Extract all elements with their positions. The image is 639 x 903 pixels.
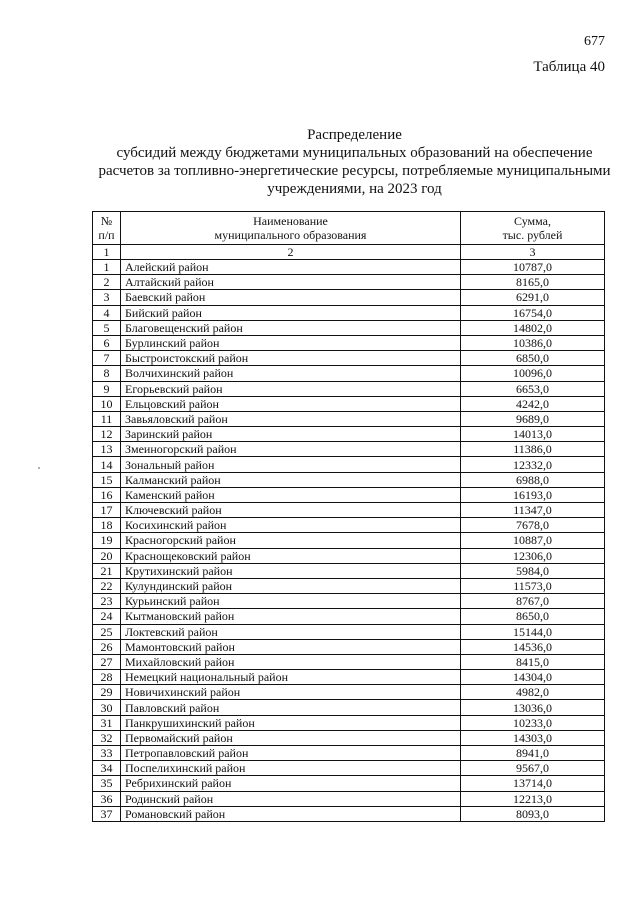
row-sum: 4242,0	[461, 396, 605, 411]
row-name: Ребрихинский район	[121, 776, 461, 791]
row-sum: 10787,0	[461, 260, 605, 275]
row-sum: 15144,0	[461, 624, 605, 639]
row-number: 23	[93, 594, 121, 609]
column-index: 1	[93, 245, 121, 260]
row-number: 1	[93, 260, 121, 275]
table-row	[93, 563, 605, 578]
table-row	[93, 260, 605, 275]
table-row	[93, 578, 605, 593]
row-number: 18	[93, 518, 121, 533]
row-name: Каменский район	[121, 487, 461, 502]
table-row	[93, 472, 605, 487]
table-row	[93, 442, 605, 457]
row-name: Новичихинский район	[121, 685, 461, 700]
header-name-line1: Наименование	[253, 214, 328, 228]
row-name: Поспелихинский район	[121, 761, 461, 776]
row-number: 27	[93, 654, 121, 669]
table-row	[93, 518, 605, 533]
table-row	[93, 670, 605, 685]
row-name: Завьяловский район	[121, 411, 461, 426]
table-row	[93, 503, 605, 518]
table-row	[93, 791, 605, 806]
row-name: Краснощековский район	[121, 548, 461, 563]
row-name: Алейский район	[121, 260, 461, 275]
row-sum: 12213,0	[461, 791, 605, 806]
row-number: 12	[93, 427, 121, 442]
header-sum-line1: Сумма,	[514, 214, 551, 228]
row-sum: 13036,0	[461, 700, 605, 715]
row-sum: 14536,0	[461, 639, 605, 654]
row-number: 29	[93, 685, 121, 700]
row-sum: 6850,0	[461, 351, 605, 366]
row-name: Курьинский район	[121, 594, 461, 609]
row-sum: 6988,0	[461, 472, 605, 487]
table-row	[93, 366, 605, 381]
row-number: 4	[93, 305, 121, 320]
row-sum: 10233,0	[461, 715, 605, 730]
row-sum: 16193,0	[461, 487, 605, 502]
row-sum: 14304,0	[461, 670, 605, 685]
row-number: 31	[93, 715, 121, 730]
row-sum: 10887,0	[461, 533, 605, 548]
row-sum: 6653,0	[461, 381, 605, 396]
scan-speck	[38, 467, 40, 469]
table-row	[93, 548, 605, 563]
row-name: Родинский район	[121, 791, 461, 806]
row-name: Панкрушихинский район	[121, 715, 461, 730]
row-sum: 10096,0	[461, 366, 605, 381]
row-number: 15	[93, 472, 121, 487]
title-line-1: Распределение	[307, 127, 402, 143]
row-number: 6	[93, 335, 121, 350]
table-row	[93, 427, 605, 442]
row-sum: 9567,0	[461, 761, 605, 776]
row-number: 9	[93, 381, 121, 396]
table-row	[93, 776, 605, 791]
row-number: 13	[93, 442, 121, 457]
row-sum: 11347,0	[461, 503, 605, 518]
table-row	[93, 275, 605, 290]
row-name: Кытмановский район	[121, 609, 461, 624]
row-number: 8	[93, 366, 121, 381]
row-name: Ключевский район	[121, 503, 461, 518]
title-line-3: расчетов за топливно-энергетические ресурсы, потребляемые муниципальными	[98, 163, 611, 179]
row-sum: 11386,0	[461, 442, 605, 457]
row-sum: 14303,0	[461, 730, 605, 745]
table-row	[93, 305, 605, 320]
row-number: 2	[93, 275, 121, 290]
row-number: 21	[93, 563, 121, 578]
row-sum: 14013,0	[461, 427, 605, 442]
row-number: 25	[93, 624, 121, 639]
row-number: 14	[93, 457, 121, 472]
row-sum: 9689,0	[461, 411, 605, 426]
table-row	[93, 761, 605, 776]
row-sum: 12306,0	[461, 548, 605, 563]
row-name: Заринский район	[121, 427, 461, 442]
table-row	[93, 411, 605, 426]
row-name: Романовский район	[121, 806, 461, 821]
header-sum	[461, 212, 605, 245]
subsidy-table	[92, 211, 605, 822]
row-name: Зональный район	[121, 457, 461, 472]
table-row	[93, 806, 605, 821]
row-sum: 7678,0	[461, 518, 605, 533]
row-number: 3	[93, 290, 121, 305]
header-name	[121, 212, 461, 245]
table-row	[93, 290, 605, 305]
row-sum: 14802,0	[461, 320, 605, 335]
row-sum: 16754,0	[461, 305, 605, 320]
table-row	[93, 335, 605, 350]
table-row	[93, 487, 605, 502]
table-row	[93, 700, 605, 715]
table-row	[93, 381, 605, 396]
header-number-line1: №	[100, 214, 113, 228]
row-sum: 13714,0	[461, 776, 605, 791]
row-name: Красногорский район	[121, 533, 461, 548]
table-row	[93, 594, 605, 609]
row-name: Немецкий национальный район	[121, 670, 461, 685]
row-name: Мамонтовский район	[121, 639, 461, 654]
row-name: Змеиногорский район	[121, 442, 461, 457]
table-row	[93, 746, 605, 761]
table-row	[93, 639, 605, 654]
table-row	[93, 457, 605, 472]
row-name: Алтайский район	[121, 275, 461, 290]
row-sum: 12332,0	[461, 457, 605, 472]
row-name: Петропавловский район	[121, 746, 461, 761]
row-name: Егорьевский район	[121, 381, 461, 396]
row-sum: 8415,0	[461, 654, 605, 669]
row-number: 20	[93, 548, 121, 563]
row-name: Бийский район	[121, 305, 461, 320]
table-row	[93, 685, 605, 700]
row-name: Ельцовский район	[121, 396, 461, 411]
row-number: 16	[93, 487, 121, 502]
table-row	[93, 654, 605, 669]
row-sum: 6291,0	[461, 290, 605, 305]
row-number: 7	[93, 351, 121, 366]
row-number: 32	[93, 730, 121, 745]
row-sum: 8941,0	[461, 746, 605, 761]
row-name: Павловский район	[121, 700, 461, 715]
row-number: 33	[93, 746, 121, 761]
table-row	[93, 609, 605, 624]
table-row	[93, 624, 605, 639]
row-sum: 8093,0	[461, 806, 605, 821]
column-index: 2	[121, 245, 461, 260]
row-sum: 8767,0	[461, 594, 605, 609]
row-name: Благовещенский район	[121, 320, 461, 335]
title-line-4: учреждениями, на 2023 год	[267, 181, 442, 197]
row-sum: 10386,0	[461, 335, 605, 350]
row-sum: 5984,0	[461, 563, 605, 578]
table-row	[93, 715, 605, 730]
row-name: Быстроистокский район	[121, 351, 461, 366]
row-name: Косихинский район	[121, 518, 461, 533]
row-name: Калманский район	[121, 472, 461, 487]
row-name: Крутихинский район	[121, 563, 461, 578]
row-number: 5	[93, 320, 121, 335]
table-row	[93, 533, 605, 548]
row-number: 30	[93, 700, 121, 715]
table-row	[93, 396, 605, 411]
header-number-line2: п/п	[98, 228, 115, 242]
page-number: 677	[584, 34, 605, 49]
table-row	[93, 351, 605, 366]
table-header-row	[93, 212, 605, 245]
row-name: Локтевский район	[121, 624, 461, 639]
row-number: 17	[93, 503, 121, 518]
row-number: 37	[93, 806, 121, 821]
header-name-line2: муниципального образования	[214, 228, 367, 242]
row-sum: 11573,0	[461, 578, 605, 593]
row-number: 24	[93, 609, 121, 624]
header-number	[93, 212, 121, 245]
row-name: Бурлинский район	[121, 335, 461, 350]
column-index: 3	[461, 245, 605, 260]
row-number: 28	[93, 670, 121, 685]
row-name: Первомайский район	[121, 730, 461, 745]
row-number: 11	[93, 411, 121, 426]
table-row	[93, 730, 605, 745]
row-number: 34	[93, 761, 121, 776]
table-label: Таблица 40	[533, 59, 605, 75]
row-number: 36	[93, 791, 121, 806]
row-number: 10	[93, 396, 121, 411]
row-name: Баевский район	[121, 290, 461, 305]
row-number: 35	[93, 776, 121, 791]
row-sum: 4982,0	[461, 685, 605, 700]
row-name: Кулундинский район	[121, 578, 461, 593]
header-sum-line2: тыс. рублей	[502, 228, 563, 242]
table-row	[93, 320, 605, 335]
document-title	[90, 126, 619, 198]
row-sum: 8650,0	[461, 609, 605, 624]
row-number: 19	[93, 533, 121, 548]
title-line-2: субсидий между бюджетами муниципальных образований на обеспечение	[116, 145, 593, 161]
row-sum: 8165,0	[461, 275, 605, 290]
row-number: 26	[93, 639, 121, 654]
row-number: 22	[93, 578, 121, 593]
row-name: Михайловский район	[121, 654, 461, 669]
row-name: Волчихинский район	[121, 366, 461, 381]
column-index-row	[93, 245, 605, 260]
